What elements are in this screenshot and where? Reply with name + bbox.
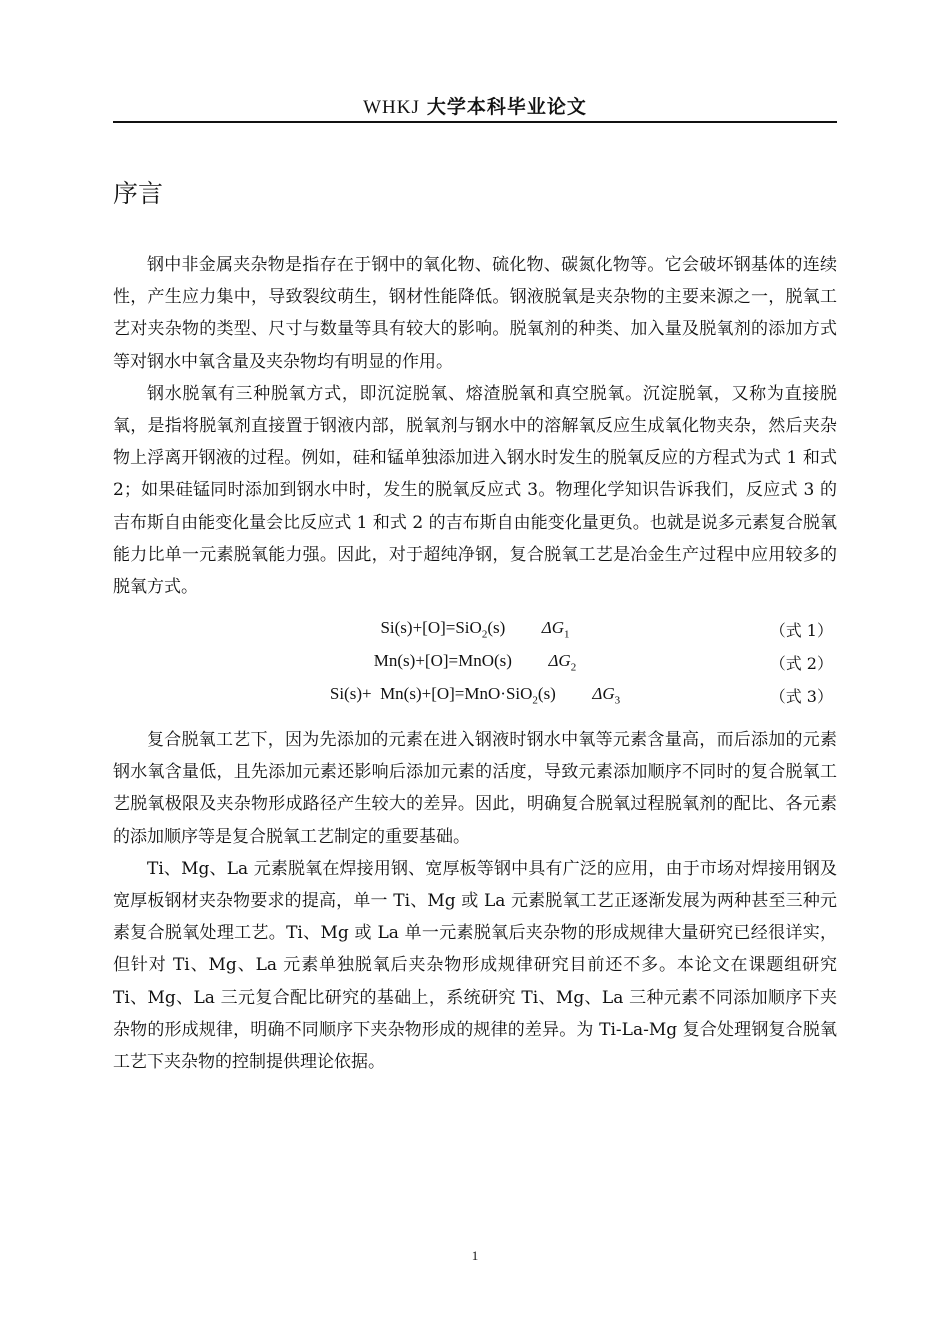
equation-row [113, 651, 837, 684]
delta-g-subscript: 1 [564, 628, 570, 641]
delta-g-subscript: 3 [614, 694, 621, 707]
equation-subscript: 2 [532, 694, 538, 707]
equation-formula [113, 618, 837, 640]
equation-subscript: 2 [481, 628, 488, 641]
header-title: 大学本科毕业论文 [426, 96, 587, 118]
equation-rhs: (s) [487, 618, 506, 637]
delta-g: ΔG [541, 618, 565, 637]
equation-row [113, 684, 837, 717]
header-code: WHKJ [363, 97, 420, 118]
equation-tag: （式 3） [769, 687, 833, 706]
delta-g: ΔG [592, 684, 615, 703]
delta-g: ΔG [548, 651, 571, 670]
equation-block [113, 618, 837, 717]
body-text-top [113, 249, 837, 603]
equation-lhs: Si(s)+[O]=SiO [380, 618, 482, 637]
header-rule [113, 121, 837, 123]
equation-lhs: Si(s)+ Mn(s)+[O]=MnO·SiO [329, 684, 533, 703]
delta-g-subscript: 2 [570, 661, 577, 674]
page-header [113, 92, 837, 119]
equation-lhs: Mn(s)+[O]=MnO(s) [373, 651, 512, 670]
paragraph: 复合脱氧工艺下，因为先添加的元素在进入钢液时钢水中氧等元素含量高，而后添加的元素钢水氧含量低，且先添加元素还影响后添加元素的活度，导致元素添加顺序不同时的复合脱氧工艺脱氧极限及夹杂物形成路径产生较大的差异。因此，明确复合脱氧过程脱氧剂的配比、各元素的添加顺序等是复合脱氧工艺制定的重要基础。 [113, 730, 837, 847]
paragraph: 钢水脱氧有三种脱氧方式，即沉淀脱氧、熔渣脱氧和真空脱氧。沉淀脱氧，又称为直接脱氧，是指将脱氧剂直接置于钢液内部，脱氧剂与钢水中的溶解氧反应生成氧化物夹杂，然后夹杂物上浮离开钢液的过程。例如，硅和锰单独添加进入钢水时发生的脱氧反应的方程式为式 1 和式 2；如果硅锰同时添加到钢水中时，发生的脱氧反应式 3。物理化学知识告诉我们，反应式 3 的吉布斯自由能变化量会比反应式 1 和式 2 的吉布斯自由能变化量更负。也就是说多元素复合脱氧能力比单一元素脱氧能力强。因此，对于超纯净钢，复合脱氧工艺是冶金生产过程中应用较多的脱氧方式。 [113, 383, 837, 598]
equation-rhs: (s) [537, 684, 556, 703]
equation-formula [113, 684, 837, 706]
equation-formula [113, 651, 837, 673]
paragraph: Ti、Mg、La 元素脱氧在焊接用钢、宽厚板等钢中具有广泛的应用，由于市场对焊接用钢及宽厚板钢材夹杂物要求的提高，单一 Ti、Mg 或 La 元素脱氧工艺正逐渐发展为两种甚至三种元素复合脱氧处理工艺。Ti、Mg 或 La 单一元素脱氧后夹杂物的形成规律大量研究已经很详实，但针对 Ti、Mg、La 元素单独脱氧后夹杂物形成规律研究目前还不多。本论文在课题组研究 Ti、Mg、La 三元复合配比研究的基础上，系统研究 Ti、Mg、La 三种元素不同添加顺序下夹杂物的形成规律，明确不同顺序下夹杂物形成的规律的差异。为 Ti-La-Mg 复合处理钢复合脱氧工艺下夹杂物的控制提供理论依据。 [113, 858, 837, 1073]
body-text-bottom [113, 724, 837, 1078]
page-number: 1 [471, 1248, 479, 1263]
section-title: 序言 [113, 179, 164, 208]
equation-tag: （式 2） [769, 654, 833, 673]
equation-tag: （式 1） [769, 621, 833, 640]
equation-row [113, 618, 837, 651]
paragraph: 钢中非金属夹杂物是指存在于钢中的氧化物、硫化物、碳氮化物等。它会破坏钢基体的连续性，产生应力集中，导致裂纹萌生，钢材性能降低。钢液脱氧是夹杂物的主要来源之一，脱氧工艺对夹杂物的类型、尺寸与数量等具有较大的影响。脱氧剂的种类、加入量及脱氧剂的添加方式等对钢水中氧含量及夹杂物均有明显的作用。 [113, 255, 837, 372]
